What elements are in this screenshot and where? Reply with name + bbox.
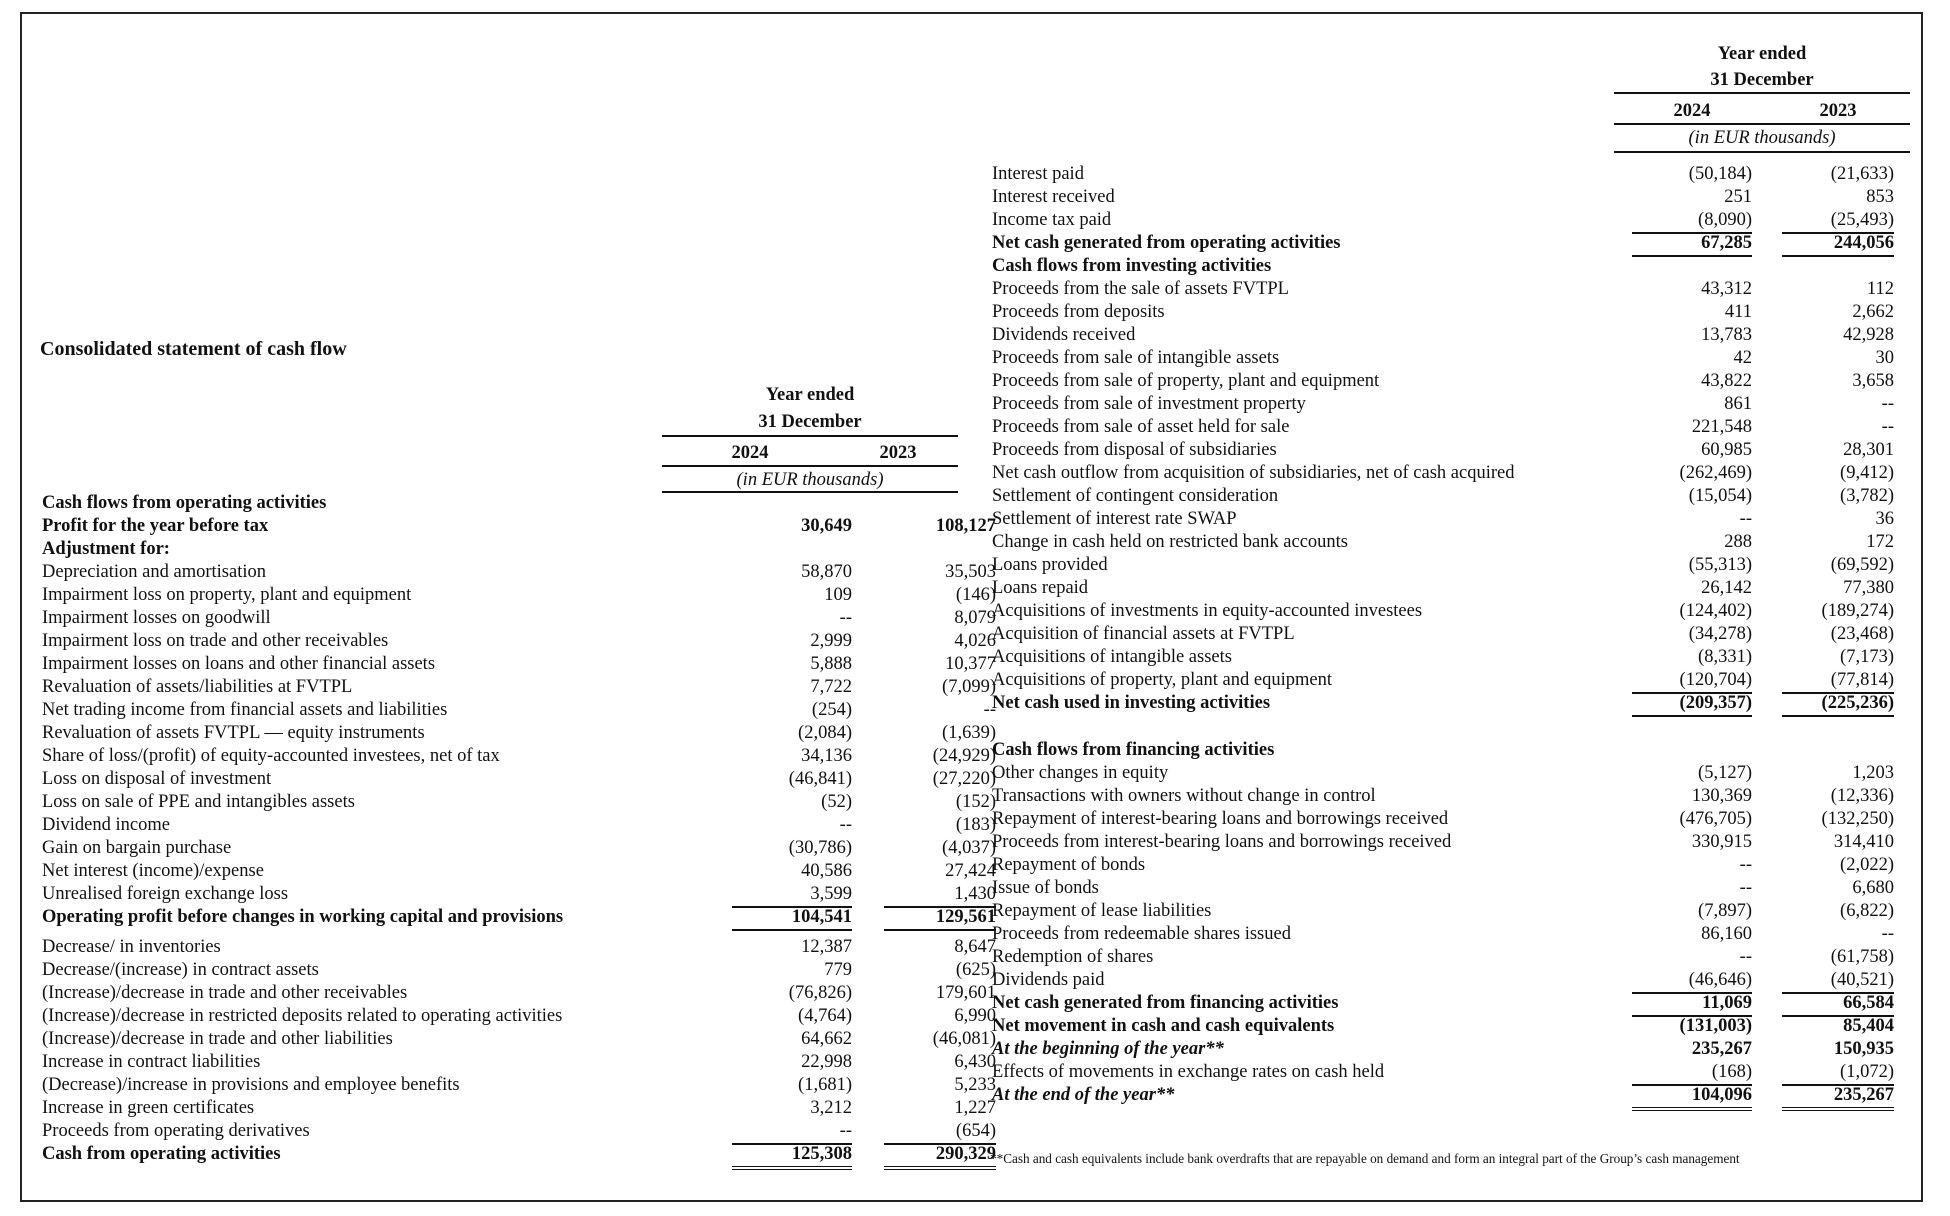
- value-2023: 172: [1866, 532, 1894, 552]
- right-year-2024: 2024: [1673, 101, 1711, 121]
- value-2023: 5,233: [954, 1075, 996, 1095]
- value-2023: (69,592): [1830, 555, 1894, 575]
- value-2024: (124,402): [1679, 601, 1752, 621]
- value-2024: 7,722: [810, 677, 852, 697]
- row-label: Redemption of shares: [992, 947, 1154, 967]
- value-2024: 861: [1724, 394, 1752, 414]
- value-2023: (183): [955, 815, 996, 835]
- value-2024: 3,599: [732, 883, 852, 908]
- value-2023: 30: [1875, 348, 1894, 368]
- left-year-2023: 2023: [879, 443, 917, 463]
- value-2023: 108,127: [935, 516, 996, 536]
- value-2023: 10,377: [945, 654, 996, 674]
- value-2023: 85,404: [1843, 1016, 1894, 1036]
- value-2024: (131,003): [1679, 1016, 1752, 1036]
- value-2023: 235,267: [1782, 1084, 1894, 1111]
- value-2023: (25,493): [1782, 209, 1894, 234]
- value-2023: (7,173): [1840, 647, 1894, 667]
- row-label: Operating profit before changes in working capital and provisions: [42, 907, 564, 927]
- value-2024: (46,841): [788, 769, 852, 789]
- row-label: Increase in green certificates: [42, 1098, 255, 1118]
- value-2024: (50,184): [1688, 164, 1752, 184]
- row-label: (Increase)/decrease in trade and other receivables: [42, 983, 408, 1003]
- row-label: Proceeds from interest-bearing loans and borrowings received: [992, 832, 1452, 852]
- row-label: At the end of the year**: [992, 1085, 1175, 1105]
- value-2023: (225,236): [1782, 692, 1894, 717]
- value-2023: (625): [955, 960, 996, 980]
- row-label: Proceeds from sale of intangible assets: [992, 348, 1280, 368]
- value-2023: 66,584: [1782, 992, 1894, 1017]
- right-period-line2: 31 December: [1710, 70, 1814, 90]
- value-2024: (15,054): [1688, 486, 1752, 506]
- value-2023: 179,601: [935, 983, 996, 1003]
- value-2024: (52): [821, 792, 852, 812]
- row-label: Issue of bonds: [992, 878, 1099, 898]
- row-label: Cash flows from investing activities: [992, 256, 1272, 276]
- row-label: Proceeds from deposits: [992, 302, 1165, 322]
- value-2024: 58,870: [801, 562, 852, 582]
- row-label: Effects of movements in exchange rates on cash held: [992, 1062, 1385, 1082]
- row-label: Loss on sale of PPE and intangibles assets: [42, 792, 355, 812]
- value-2024: (120,704): [1632, 669, 1752, 694]
- row-label: Dividend income: [42, 815, 170, 835]
- row-label: Impairment losses on goodwill: [42, 608, 271, 628]
- value-2024: 26,142: [1701, 578, 1752, 598]
- value-2023: 36: [1875, 509, 1894, 529]
- row-label: Net cash outflow from acquisition of subsidiaries, net of cash acquired: [992, 463, 1515, 483]
- row-label: Proceeds from sale of asset held for sale: [992, 417, 1290, 437]
- value-2023: 290,329: [884, 1143, 996, 1170]
- value-2024: 330,915: [1691, 832, 1752, 852]
- value-2023: 42,928: [1843, 325, 1894, 345]
- row-label: (Increase)/decrease in restricted deposits related to operating activities: [42, 1006, 563, 1026]
- value-2023: --: [1881, 394, 1894, 414]
- value-2024: 104,541: [732, 906, 852, 931]
- value-2024: 109: [824, 585, 852, 605]
- left-year-2024: 2024: [731, 443, 769, 463]
- value-2024: (30,786): [788, 838, 852, 858]
- value-2024: --: [839, 608, 852, 628]
- value-2024: 11,069: [1632, 992, 1752, 1017]
- value-2024: (46,646): [1632, 969, 1752, 994]
- value-2023: 1,227: [954, 1098, 996, 1118]
- value-2023: (3,782): [1840, 486, 1894, 506]
- value-2024: 43,312: [1701, 279, 1752, 299]
- row-label: Adjustment for:: [42, 539, 170, 559]
- value-2024: 125,308: [732, 1143, 852, 1170]
- value-2023: 244,056: [1782, 232, 1894, 257]
- row-label: Increase in contract liabilities: [42, 1052, 261, 1072]
- value-2024: 251: [1724, 187, 1752, 207]
- row-label: Acquisition of financial assets at FVTPL: [992, 624, 1295, 644]
- row-label: Proceeds from disposal of subsidiaries: [992, 440, 1277, 460]
- row-label: Profit for the year before tax: [42, 516, 269, 536]
- row-label: Acquisitions of property, plant and equipment: [992, 670, 1332, 690]
- row-label: Repayment of bonds: [992, 855, 1146, 875]
- value-2024: 130,369: [1691, 786, 1752, 806]
- value-2024: --: [1739, 855, 1752, 875]
- right-period-line1: Year ended: [1717, 44, 1807, 64]
- value-2024: (8,331): [1698, 647, 1752, 667]
- value-2024: (262,469): [1679, 463, 1752, 483]
- left-period-line2: 31 December: [758, 412, 862, 432]
- value-2023: 6,430: [954, 1052, 996, 1072]
- value-2023: (40,521): [1782, 969, 1894, 994]
- row-label: Cash from operating activities: [42, 1144, 281, 1164]
- value-2024: 30,649: [801, 516, 852, 536]
- row-label: (Increase)/decrease in trade and other liabilities: [42, 1029, 393, 1049]
- value-2024: --: [1739, 509, 1752, 529]
- value-2024: (5,127): [1698, 763, 1752, 783]
- value-2024: 288: [1724, 532, 1752, 552]
- row-label: Loss on disposal of investment: [42, 769, 272, 789]
- row-label: Net cash used in investing activities: [992, 693, 1271, 713]
- value-2023: 853: [1866, 187, 1894, 207]
- row-label: Income tax paid: [992, 210, 1112, 230]
- row-label: Interest received: [992, 187, 1115, 207]
- value-2024: 779: [824, 960, 852, 980]
- value-2023: 1,203: [1852, 763, 1894, 783]
- row-label: Unrealised foreign exchange loss: [42, 884, 289, 904]
- value-2023: 112: [1866, 279, 1894, 299]
- left-header-rule-3: [662, 491, 958, 493]
- value-2024: 411: [1724, 302, 1752, 322]
- value-2024: 3,212: [810, 1098, 852, 1118]
- value-2023: 314,410: [1833, 832, 1894, 852]
- left-header-rule-1: [662, 435, 958, 437]
- row-label: Net movement in cash and cash equivalents: [992, 1016, 1335, 1036]
- row-label: Share of loss/(profit) of equity-accounted investees, net of tax: [42, 746, 500, 766]
- row-label: Acquisitions of investments in equity-accounted investees: [992, 601, 1423, 621]
- value-2024: (476,705): [1679, 809, 1752, 829]
- row-label: Net cash generated from operating activities: [992, 233, 1341, 253]
- value-2024: 104,096: [1632, 1084, 1752, 1111]
- value-2023: 4,026: [954, 631, 996, 651]
- row-label: Revaluation of assets/liabilities at FVTPL: [42, 677, 353, 697]
- value-2023: --: [1881, 417, 1894, 437]
- value-2023: (21,633): [1830, 164, 1894, 184]
- value-2023: (9,412): [1840, 463, 1894, 483]
- value-2023: (7,099): [942, 677, 996, 697]
- right-header-rule-3: [1614, 151, 1910, 153]
- value-2024: (7,897): [1698, 901, 1752, 921]
- value-2023: (23,468): [1830, 624, 1894, 644]
- row-label: Decrease/ in inventories: [42, 937, 221, 957]
- row-label: Interest paid: [992, 164, 1084, 184]
- value-2024: --: [732, 1120, 852, 1145]
- value-2023: 28,301: [1843, 440, 1894, 460]
- row-label: Repayment of interest-bearing loans and borrowings received: [992, 809, 1449, 829]
- value-2024: 22,998: [801, 1052, 852, 1072]
- value-2023: (6,822): [1840, 901, 1894, 921]
- value-2024: 34,136: [801, 746, 852, 766]
- row-label: Settlement of interest rate SWAP: [992, 509, 1237, 529]
- row-label: Settlement of contingent consideration: [992, 486, 1279, 506]
- value-2024: 221,548: [1691, 417, 1752, 437]
- value-2023: 3,658: [1852, 371, 1894, 391]
- value-2023: 2,662: [1852, 302, 1894, 322]
- value-2023: (152): [955, 792, 996, 812]
- value-2024: (34,278): [1688, 624, 1752, 644]
- value-2023: (2,022): [1840, 855, 1894, 875]
- row-label: Cash flows from operating activities: [42, 493, 327, 513]
- value-2023: 77,380: [1843, 578, 1894, 598]
- value-2023: (46,081): [932, 1029, 996, 1049]
- value-2023: 6,990: [954, 1006, 996, 1026]
- value-2023: (24,929): [932, 746, 996, 766]
- value-2024: 42: [1733, 348, 1752, 368]
- value-2024: (254): [811, 700, 852, 720]
- value-2024: 235,267: [1691, 1039, 1752, 1059]
- row-label: Net interest (income)/expense: [42, 861, 264, 881]
- value-2023: (1,072): [1782, 1061, 1894, 1086]
- right-header-rule-1: [1614, 92, 1910, 94]
- row-label: Acquisitions of intangible assets: [992, 647, 1232, 667]
- row-label: Loans repaid: [992, 578, 1089, 598]
- value-2023: 8,647: [954, 937, 996, 957]
- row-label: Repayment of lease liabilities: [992, 901, 1212, 921]
- value-2024: (8,090): [1632, 209, 1752, 234]
- value-2024: (4,764): [798, 1006, 852, 1026]
- value-2024: (76,826): [788, 983, 852, 1003]
- value-2024: --: [1739, 947, 1752, 967]
- row-label: Revaluation of assets FVTPL — equity instruments: [42, 723, 425, 743]
- value-2023: (1,639): [942, 723, 996, 743]
- value-2024: 5,888: [810, 654, 852, 674]
- value-2024: (168): [1632, 1061, 1752, 1086]
- row-label: Proceeds from sale of property, plant and equipment: [992, 371, 1380, 391]
- value-2023: (77,814): [1782, 669, 1894, 694]
- value-2023: --: [1881, 924, 1894, 944]
- value-2023: (4,037): [942, 838, 996, 858]
- value-2024: (1,681): [798, 1075, 852, 1095]
- value-2024: --: [1739, 878, 1752, 898]
- row-label: Impairment loss on trade and other receivables: [42, 631, 389, 651]
- footnote: **Cash and cash equivalents include bank overdrafts that are repayable on demand and form an integral part of the Group’s cash management: [990, 1151, 1740, 1166]
- value-2024: 86,160: [1701, 924, 1752, 944]
- value-2023: --: [983, 700, 996, 720]
- value-2024: (2,084): [798, 723, 852, 743]
- right-unit-label: (in EUR thousands): [1688, 128, 1836, 148]
- value-2023: 129,561: [884, 906, 996, 931]
- value-2023: 6,680: [1852, 878, 1894, 898]
- row-label: Change in cash held on restricted bank accounts: [992, 532, 1349, 552]
- value-2023: 35,503: [945, 562, 996, 582]
- value-2023: (654): [884, 1120, 996, 1145]
- row-label: Gain on bargain purchase: [42, 838, 232, 858]
- row-label: Net trading income from financial assets and liabilities: [42, 700, 448, 720]
- value-2024: (55,313): [1688, 555, 1752, 575]
- row-label: Other changes in equity: [992, 763, 1169, 783]
- value-2024: 64,662: [801, 1029, 852, 1049]
- row-label: Loans provided: [992, 555, 1108, 575]
- right-header-rule-2: [1614, 123, 1910, 125]
- row-label: Proceeds from operating derivatives: [42, 1121, 310, 1141]
- row-label: At the beginning of the year**: [992, 1039, 1224, 1059]
- row-label: Transactions with owners without change in control: [992, 786, 1376, 806]
- row-label: Decrease/(increase) in contract assets: [42, 960, 319, 980]
- value-2023: (189,274): [1821, 601, 1894, 621]
- row-label: Proceeds from sale of investment property: [992, 394, 1306, 414]
- row-label: Dividends received: [992, 325, 1136, 345]
- row-label: Net cash generated from financing activities: [992, 993, 1339, 1013]
- value-2024: 43,822: [1701, 371, 1752, 391]
- value-2024: 40,586: [801, 861, 852, 881]
- value-2024: 60,985: [1701, 440, 1752, 460]
- value-2023: (146): [955, 585, 996, 605]
- row-label: Impairment losses on loans and other financial assets: [42, 654, 436, 674]
- value-2023: 8,079: [954, 608, 996, 628]
- value-2024: --: [839, 815, 852, 835]
- value-2023: (12,336): [1830, 786, 1894, 806]
- value-2024: 12,387: [801, 937, 852, 957]
- value-2023: (27,220): [932, 769, 996, 789]
- value-2024: (209,357): [1632, 692, 1752, 717]
- statement-title: Consolidated statement of cash flow: [40, 338, 347, 360]
- left-unit-label: (in EUR thousands): [736, 470, 884, 490]
- value-2024: 2,999: [810, 631, 852, 651]
- left-header-rule-2: [662, 465, 958, 467]
- row-label: Proceeds from redeemable shares issued: [992, 924, 1291, 944]
- row-label: (Decrease)/increase in provisions and employee benefits: [42, 1075, 460, 1095]
- value-2024: 13,783: [1701, 325, 1752, 345]
- row-label: Dividends paid: [992, 970, 1105, 990]
- value-2023: 1,430: [884, 883, 996, 908]
- row-label: Proceeds from the sale of assets FVTPL: [992, 279, 1289, 299]
- value-2024: 67,285: [1632, 232, 1752, 257]
- value-2023: 150,935: [1833, 1039, 1894, 1059]
- value-2023: (61,758): [1830, 947, 1894, 967]
- right-year-2023: 2023: [1819, 101, 1857, 121]
- value-2023: 27,424: [945, 861, 996, 881]
- row-label: Cash flows from financing activities: [992, 740, 1275, 760]
- row-label: Impairment loss on property, plant and equipment: [42, 585, 412, 605]
- row-label: Depreciation and amortisation: [42, 562, 266, 582]
- value-2023: (132,250): [1821, 809, 1894, 829]
- left-period-line1: Year ended: [765, 385, 855, 405]
